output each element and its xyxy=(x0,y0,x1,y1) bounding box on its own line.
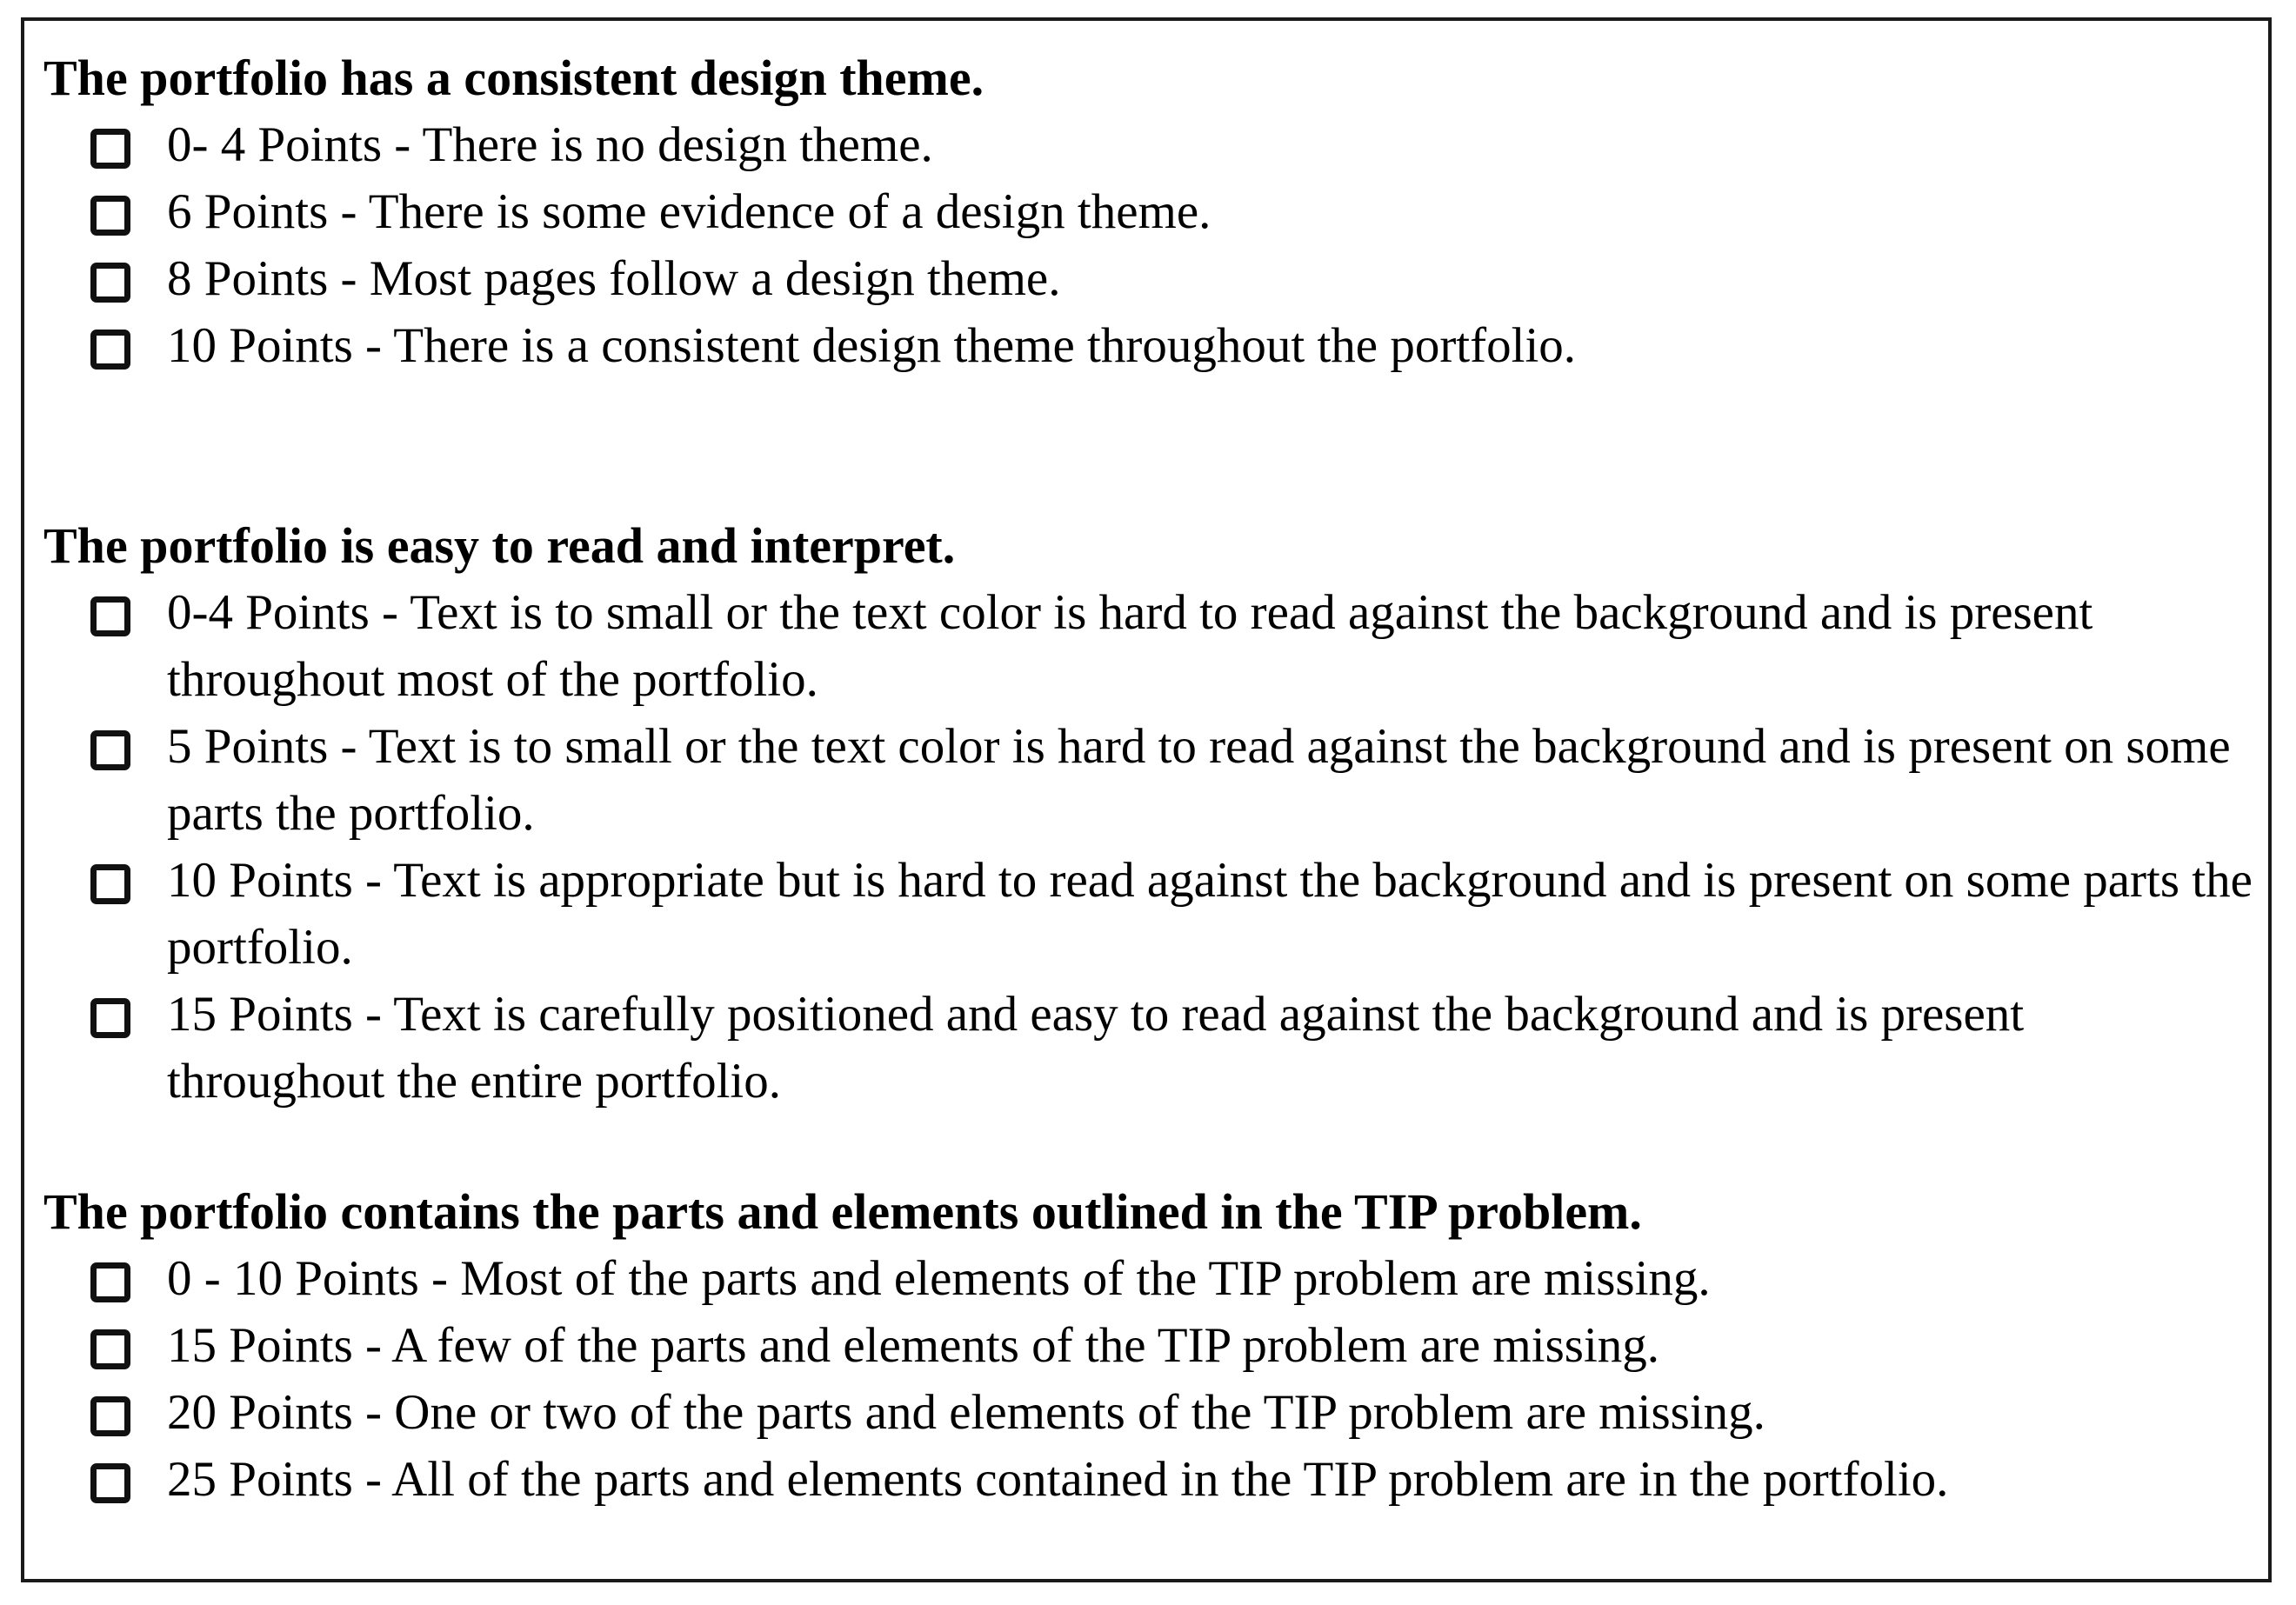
criterion-label: 10 Points - Text is appropriate but is hard to read against the background and is present on some parts the portfolio. xyxy=(167,853,2253,975)
criterion-item xyxy=(43,111,2253,178)
criterion-label: 15 Points - Text is carefully positioned and easy to read against the background and is present throughout the entire portfolio. xyxy=(167,987,2025,1109)
section-heading: The portfolio contains the parts and elements outlined in the TIP problem. xyxy=(43,1183,1642,1240)
criterion-label: 5 Points - Text is to small or the text color is hard to read against the background and is present on some parts the portfolio. xyxy=(167,719,2231,841)
section-heading: The portfolio is easy to read and interpret. xyxy=(43,517,956,574)
criterion-item xyxy=(43,178,2253,245)
checkbox[interactable] xyxy=(90,1396,130,1436)
rubric-box xyxy=(21,17,2272,1582)
criterion-item xyxy=(43,713,2253,847)
criterion-label: 0-4 Points - Text is to small or the text color is hard to read against the background and is present throughout most of the portfolio. xyxy=(167,585,2093,707)
criterion-item xyxy=(43,1312,2253,1379)
criterion-label: 10 Points - There is a consistent design theme throughout the portfolio. xyxy=(167,318,1577,373)
checkbox[interactable] xyxy=(90,998,130,1038)
criteria-list xyxy=(43,1245,2253,1513)
criteria-list xyxy=(43,111,2253,379)
checkbox[interactable] xyxy=(90,129,130,169)
checkbox[interactable] xyxy=(90,730,130,770)
criterion-item xyxy=(43,245,2253,312)
criterion-label: 15 Points - A few of the parts and elements of the TIP problem are missing. xyxy=(167,1318,1660,1373)
checkbox[interactable] xyxy=(90,1463,130,1503)
criterion-label: 0 - 10 Points - Most of the parts and elements of the TIP problem are missing. xyxy=(167,1251,1711,1306)
checkbox[interactable] xyxy=(90,263,130,303)
criterion-label: 6 Points - There is some evidence of a design theme. xyxy=(167,184,1211,239)
rubric-section-design-theme xyxy=(43,45,2253,379)
criterion-item xyxy=(43,847,2253,981)
criterion-item xyxy=(43,1379,2253,1446)
criterion-item xyxy=(43,1245,2253,1312)
criterion-item xyxy=(43,1446,2253,1513)
criterion-label: 25 Points - All of the parts and elements contained in the TIP problem are in the portfolio. xyxy=(167,1452,1949,1507)
checkbox[interactable] xyxy=(90,330,130,370)
checkbox[interactable] xyxy=(90,1262,130,1302)
criterion-item xyxy=(43,312,2253,379)
criterion-label: 8 Points - Most pages follow a design theme. xyxy=(167,251,1061,306)
checkbox[interactable] xyxy=(90,864,130,904)
rubric-section-tip-elements xyxy=(43,1179,2253,1513)
criterion-item xyxy=(43,579,2253,713)
checkbox[interactable] xyxy=(90,1329,130,1369)
criterion-label: 0- 4 Points - There is no design theme. xyxy=(167,117,933,172)
criterion-label: 20 Points - One or two of the parts and elements of the TIP problem are missing. xyxy=(167,1385,1765,1440)
checkbox[interactable] xyxy=(90,596,130,636)
criterion-item xyxy=(43,981,2253,1115)
rubric-section-readability xyxy=(43,513,2253,1115)
section-heading: The portfolio has a consistent design theme. xyxy=(43,50,984,106)
checkbox[interactable] xyxy=(90,196,130,236)
criteria-list xyxy=(43,579,2253,1115)
